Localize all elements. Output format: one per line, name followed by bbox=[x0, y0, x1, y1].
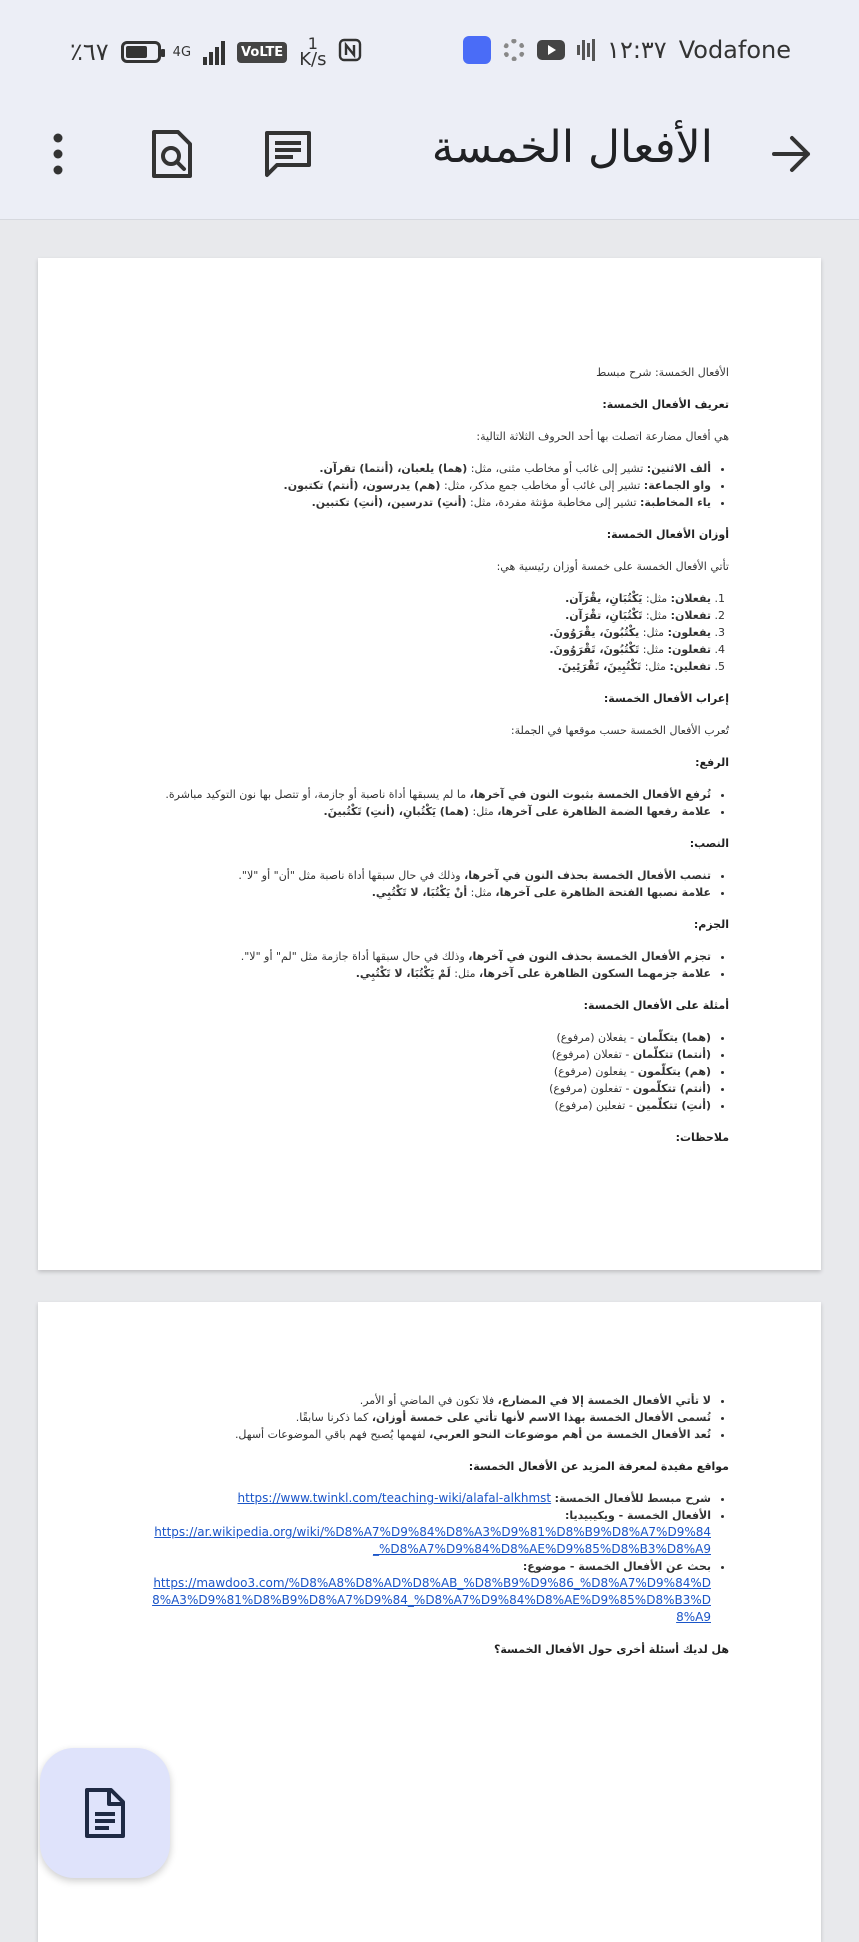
app-bar bbox=[0, 96, 859, 220]
status-right bbox=[463, 36, 791, 64]
list-item: 3. يفعلون: مثل: يكْتُبُونَ، يقْرَوُونَ. bbox=[149, 624, 711, 641]
status-bar bbox=[0, 0, 859, 96]
status-left bbox=[70, 36, 362, 68]
list-item: • تُعد الأفعال الخمسة من أهم موضوعات النحو العربي، لفهمها يُصبح فهم باقي الموضوعات أسهل. bbox=[149, 1426, 711, 1443]
nasb-list bbox=[149, 867, 729, 901]
section-heading: مواقع مفيدة لمعرفة المزيد عن الأفعال الخمسة: bbox=[468, 1460, 729, 1473]
back-button[interactable] bbox=[762, 124, 822, 184]
signal-icon bbox=[203, 39, 225, 65]
battery-icon bbox=[121, 41, 161, 63]
section-heading: ملاحظات: bbox=[675, 1131, 729, 1144]
document-outline-fab[interactable] bbox=[40, 1748, 170, 1878]
closing-question: هل لديك أسئلة أخرى حول الأفعال الخمسة؟ bbox=[493, 1643, 729, 1656]
list-item: • (هم) يتكلّمون - يفعلون (مرفوع) bbox=[149, 1063, 711, 1080]
list-item: • (أنتم) تتكلّمون - تفعلون (مرفوع) bbox=[149, 1080, 711, 1097]
list-item: • ألف الاثنين: تشير إلى غائب أو مخاطب مثنى، مثل: (هما) يلعبان، (أنتما) تقرآن. bbox=[149, 460, 711, 477]
document-icon bbox=[83, 1786, 127, 1840]
list-item bbox=[149, 1507, 711, 1558]
page-2-content bbox=[149, 1392, 729, 1673]
examples-list bbox=[149, 1029, 729, 1114]
list-item: 2. تفعلان: مثل: تَكْتُبَانِ، تقْرَآن. bbox=[149, 607, 711, 624]
doc-heading: الأفعال الخمسة: شرح مبسط bbox=[596, 366, 729, 379]
list-item: • علامة جزمهما السكون الظاهرة على آخرها، مثل: لَمْ يَكْتُبَا، لا تَكْتُبِي. bbox=[149, 965, 711, 982]
list-item: • تنصب الأفعال الخمسة بحذف النون في آخرها، وذلك في حال سبقها أداة ناصبة مثل "أن" أو "لا". bbox=[149, 867, 711, 884]
site-link-mawdoo3[interactable]: https://mawdoo3.com/%D8%A8%D8%AD%D8%AB_%D8%B9%D9%86_%D8%A7%D9%84%D8%A3%D9%81%D8%B9%D8%A7%D9%84_%D8%A7%D9%84%D8%AE%D9%85%D8%B3%D8%A9 bbox=[152, 1576, 711, 1624]
comments-button[interactable] bbox=[258, 124, 318, 184]
carrier-name: Vodafone bbox=[678, 36, 791, 64]
network-speed bbox=[299, 36, 326, 68]
list-item: 5. تفعلين: مثل: تَكْتُبِينَ، تَقْرَئِينَ. bbox=[149, 658, 711, 675]
volte-badge: VoLTE bbox=[237, 42, 287, 63]
list-item: • تُرفع الأفعال الخمسة بثبوت النون في آخرها، ما لم يسبقها أداة ناصبة أو جازمة، أو تتصل بها نون التوكيد مباشرة. bbox=[149, 786, 711, 803]
site-link-twinkl[interactable]: https://www.twinkl.com/teaching-wiki/alafal-alkhmst bbox=[237, 1491, 552, 1505]
section-heading: تعريف الأفعال الخمسة: bbox=[602, 398, 729, 411]
comment-icon bbox=[263, 129, 313, 179]
notes-list bbox=[149, 1392, 729, 1443]
list-item: • (أنتِ) تتكلّمين - تفعلين (مرفوع) bbox=[149, 1097, 711, 1114]
site-label: شرح مبسط للأفعال الخمسة: bbox=[554, 1492, 711, 1505]
speed-unit: K/s bbox=[299, 49, 327, 70]
list-item: • تُسمى الأفعال الخمسة بهذا الاسم لأنها تأتي على خمسة أوزان، كما ذكرنا سابقًا. bbox=[149, 1409, 711, 1426]
subsection-heading: الجزم: bbox=[693, 918, 729, 931]
speed-value: 1 bbox=[307, 34, 318, 53]
settings-notification-icon bbox=[503, 39, 525, 61]
youtube-notification-icon bbox=[537, 40, 565, 60]
list-item bbox=[149, 1490, 711, 1507]
paragraph: تأتي الأفعال الخمسة على خمسة أوزان رئيسية هي: bbox=[496, 560, 729, 573]
section-heading: أمثلة على الأفعال الخمسة: bbox=[583, 999, 729, 1012]
list-item: • علامة نصبها الفتحة الظاهرة على آخرها، مثل: أنْ يَكْتُبَا، لا تَكْتُبِي. bbox=[149, 884, 711, 901]
subsection-heading: الرفع: bbox=[695, 756, 729, 769]
list-item: • واو الجماعة: تشير إلى غائب أو مخاطب جمع مذكر، مثل: (هم) يدرسون، (أنتم) تكتبون. bbox=[149, 477, 711, 494]
document-title: الأفعال الخمسة bbox=[431, 122, 713, 173]
list-item: • لا تأتي الأفعال الخمسة إلا في المضارع، فلا تكون في الماضي أو الأمر. bbox=[149, 1392, 711, 1409]
forms-list bbox=[149, 590, 729, 675]
site-label: بحث عن الأفعال الخمسة - موضوع: bbox=[522, 1560, 711, 1573]
section-heading: أوزان الأفعال الخمسة: bbox=[606, 528, 729, 541]
list-item: 4. تفعلون: مثل: تَكْتُبُونَ، تَقْرَوُونَ. bbox=[149, 641, 711, 658]
paragraph: تُعرب الأفعال الخمسة حسب موقعها في الجملة: bbox=[510, 724, 729, 737]
audio-wave-icon bbox=[577, 38, 595, 62]
paragraph: هي أفعال مضارعة اتصلت بها أحد الحروف الثلاثة التالية: bbox=[476, 430, 729, 443]
site-label: الأفعال الخمسة - ويكيبيديا: bbox=[564, 1509, 711, 1522]
list-item: • تجزم الأفعال الخمسة بحذف النون في آخرها، وذلك في حال سبقها أداة جازمة مثل "لم" أو "لا". bbox=[149, 948, 711, 965]
network-type: 4G bbox=[172, 44, 192, 60]
list-item: • (هما) يتكلّمان - يفعلان (مرفوع) bbox=[149, 1029, 711, 1046]
page-1-content bbox=[149, 364, 729, 1161]
document-page-1[interactable] bbox=[38, 258, 821, 1270]
jazm-list bbox=[149, 948, 729, 982]
list-item: 1. يفعلان: مثل: يَكْتُبَانِ، يقْرَآن. bbox=[149, 590, 711, 607]
app-notification-icon bbox=[463, 36, 491, 64]
site-link-wikipedia[interactable]: https://ar.wikipedia.org/wiki/%D8%A7%D9%84%D8%A3%D9%81%D8%B9%D8%A7%D9%84_%D8%A7%D9%84%D8%AE%D9%85%D8%B3%D8%A9 bbox=[154, 1525, 711, 1556]
raf-list bbox=[149, 786, 729, 820]
arrow-forward-icon bbox=[770, 134, 814, 174]
find-in-document-button[interactable] bbox=[142, 124, 202, 184]
find-in-page-icon bbox=[150, 128, 194, 180]
sites-list bbox=[149, 1490, 729, 1626]
list-item: • ياء المخاطبة: تشير إلى مخاطبة مؤنثة مفردة، مثل: (أنتِ) تدرسين، (أنتِ) تكتبين. bbox=[149, 494, 711, 511]
clock: ١٢:٣٧ bbox=[607, 36, 667, 64]
battery-percent: ٪٦٧ bbox=[70, 38, 109, 66]
definition-list bbox=[149, 460, 729, 511]
nfc-icon bbox=[338, 38, 362, 66]
subsection-heading: النصب: bbox=[689, 837, 729, 850]
list-item: • (أنتما) تتكلّمان - تفعلان (مرفوع) bbox=[149, 1046, 711, 1063]
list-item bbox=[149, 1558, 711, 1626]
more-vert-icon bbox=[48, 130, 68, 178]
list-item: • علامة رفعها الضمة الظاهرة على آخرها، مثل: (هما) يَكْتُبانِ، (أنتِ) تَكْتُبينَ. bbox=[149, 803, 711, 820]
more-options-button[interactable] bbox=[28, 124, 88, 184]
section-heading: إعراب الأفعال الخمسة: bbox=[603, 692, 729, 705]
